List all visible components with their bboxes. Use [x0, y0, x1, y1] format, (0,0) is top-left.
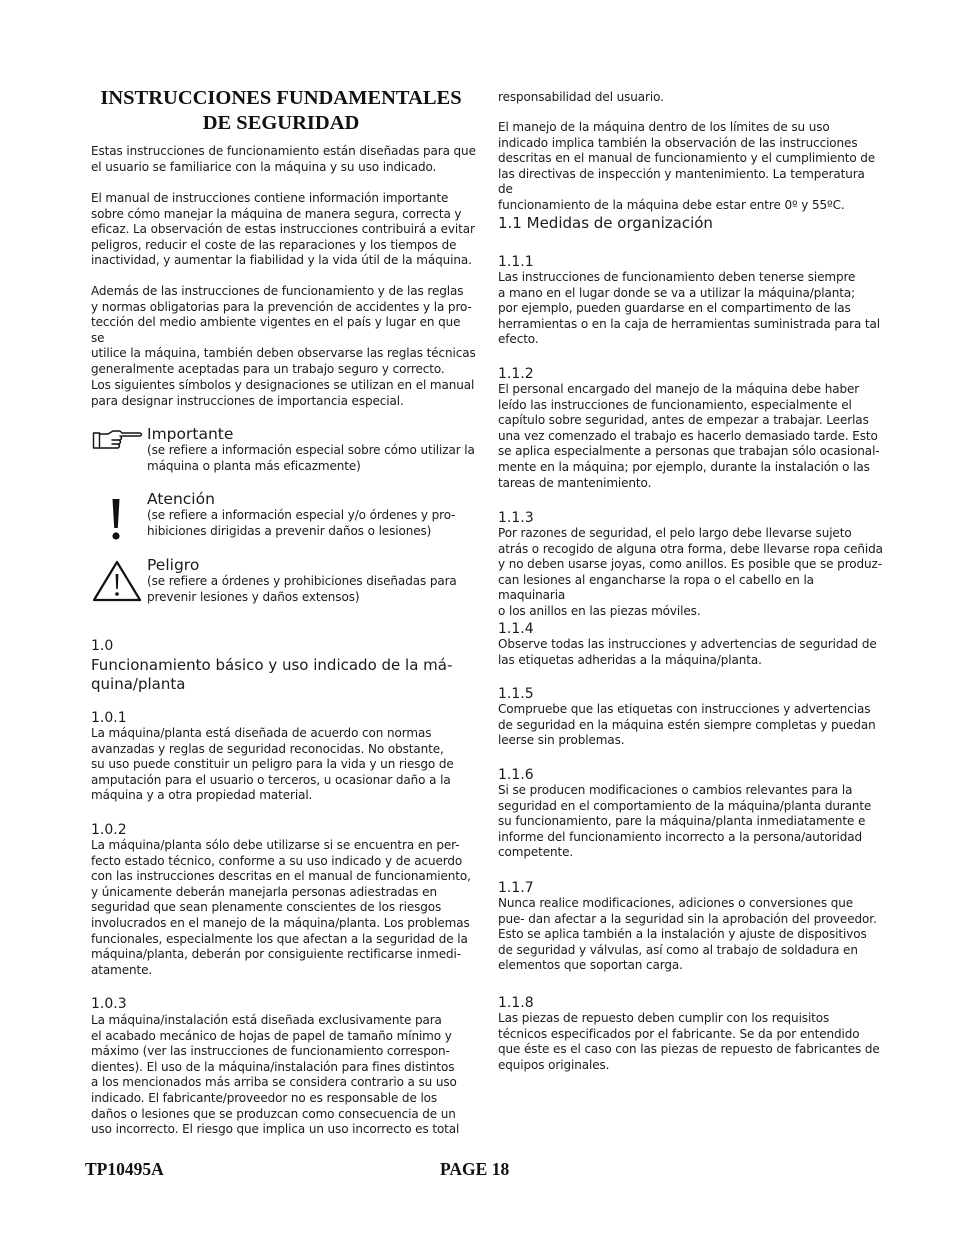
atencion-label: Atención	[147, 490, 215, 508]
peligro-text: (se refiere a órdenes y prohibiciones diseñadas para prevenir lesiones y daños extensos)	[147, 574, 457, 604]
continued-paragraph: El manejo de la máquina dentro de los límites de su uso indicado implica también la observación de las instrucciones descritas en el manual de funcionamiento y el cumplimiento de las directivas de inspección y mantenimiento. La temperatura de funcionamiento de la máquina debe estar entre 0º y 55ºC.	[498, 120, 876, 212]
warning-triangle-icon	[91, 559, 143, 603]
atencion-text: (se refiere a información especial y/o órdenes y pro- hibiciones dirigidas a prevenir daños o lesiones)	[147, 508, 456, 538]
exclamation-icon	[106, 497, 126, 543]
intro-paragraph-1: Estas instrucciones de funcionamiento están diseñadas para que el usuario se familiarice con la máquina y su uso indicado.	[91, 144, 476, 174]
subsection-text: La máquina/planta está diseñada de acuerdo con normas avanzadas y reglas de seguridad reconocidas. No obstante, su uso puede constituir un peligro para la vida y un riesgo de amputación para el usuario o terceros, u ocasionar daño a la máquina y a otra propiedad material.	[91, 726, 454, 803]
subsection-text: Las instrucciones de funcionamiento deben tenerse siempre a mano en el lugar donde se va a utilizar la máquina/planta; por ejemplo, pueden guardarse en el compartimento de las herramientas o en la caja de herramientas suministrada para tal efecto.	[498, 270, 881, 347]
importante-text: (se refiere a información especial sobre cómo utilizar la máquina o planta más eficazmente)	[147, 443, 475, 473]
pointing-hand-icon	[92, 428, 144, 452]
subsection-text: Las piezas de repuesto deben cumplir con los requisitos técnicos especificados por el fabricante. Se da por entendido que éste es el caso con las piezas de repuesto de fabricantes de equipos originales.	[498, 1011, 880, 1072]
section-heading-1-1: 1.1 Medidas de organización	[498, 214, 713, 232]
subsection-number: 1.1.1	[498, 254, 534, 270]
importante-label: Importante	[147, 425, 234, 443]
subsection-number: 1.1.8	[498, 995, 534, 1011]
subsection-number: 1.0.2	[91, 822, 127, 838]
subsection-text: La máquina/instalación está diseñada exclusivamente para el acabado mecánico de hojas de papel de tamaño mínimo y máximo (ver las instrucciones de funcionamiento correspon- dientes). El uso de la máquina/instalación para fines distintos a los mencionados más arriba se considera contrario a su uso indicado. El fabricante/proveedor no es responsable de los daños o lesiones que se produzcan como consecuencia de un uso incorrecto. El riesgo que implica un uso incorrecto es total	[91, 1013, 460, 1137]
subsection-number: 1.1.6	[498, 767, 534, 783]
section-heading: Funcionamiento básico y uso indicado de la má- quina/planta	[91, 656, 453, 693]
subsection-text: Si se producen modificaciones o cambios relevantes para la seguridad en el comportamiento de la máquina/planta durante su funcionamiento, pare la máquina/planta inmediatamente e informe del funcionamiento incorrecto a la persona/autoridad competente.	[498, 783, 872, 860]
subsection-text: Observe todas las instrucciones y advertencias de seguridad de las etiquetas adheridas a la máquina/planta.	[498, 637, 877, 667]
intro-paragraph-3: Además de las instrucciones de funcionamiento y de las reglas y normas obligatorias para la prevención de accidentes y la pro- tección del medio ambiente vigentes en el país y lugar en que se utilice la máquina, también deben observarse las reglas técnicas generalmente aceptadas para un trabajo seguro y correcto.	[91, 284, 476, 376]
document-id: TP10495A	[85, 1159, 164, 1179]
subsection-number: 1.1.4	[498, 621, 534, 637]
subsection-text: Por razones de seguridad, el pelo largo debe llevarse sujeto atrás o recogido de alguna otra forma, debe llevarse ropa ceñida y no deben usarse joyas, como anillos. Es posible que se produz- can lesiones al engancharse la ropa o el cabello en la maquinaria o los anillos en las piezas móviles.	[498, 526, 883, 618]
subsection-number: 1.1.3	[498, 510, 534, 526]
page-title: INSTRUCCIONES FUNDAMENTALES DE SEGURIDAD	[100, 87, 462, 134]
subsection-number: 1.1.2	[498, 366, 534, 382]
continued-text: responsabilidad del usuario.	[498, 90, 664, 104]
subsection-text: Compruebe que las etiquetas con instrucciones y advertencias de seguridad en la máquina estén siempre completas y puedan leerse sin problemas.	[498, 702, 876, 748]
subsection-number: 1.1.7	[498, 880, 534, 896]
peligro-label: Peligro	[147, 556, 200, 574]
page-number: PAGE 18	[440, 1159, 510, 1179]
subsection-number: 1.1.5	[498, 686, 534, 702]
section-number: 1.0	[91, 638, 114, 654]
subsection-text: Nunca realice modificaciones, adiciones o conversiones que pue- dan afectar a la seguridad sin la aprobación del proveedor. Esto se aplica también a la instalación y ajuste de dispositivos de seguridad y válvulas, así como al trabajo de soldadura en elementos que soportan carga.	[498, 896, 877, 973]
subsection-number: 1.0.1	[91, 710, 127, 726]
intro-paragraph-2: El manual de instrucciones contiene información importante sobre cómo manejar la máquina de manera segura, correcta y eficaz. La observación de estas instrucciones contribuirá a evitar peligros, reducir el coste de las reparaciones y los tiempos de inactividad, y aumentar la fiabilidad y la vida útil de la máquina.	[91, 191, 475, 268]
subsection-number: 1.0.3	[91, 996, 127, 1012]
subsection-text: La máquina/planta sólo debe utilizarse si se encuentra en per- fecto estado técnico, conforme a su uso indicado y de acuerdo con las instrucciones descritas en el manual de funcionamiento, y únicamente deberán manejarla personas adiestradas en seguridad que sean plenamente conscientes de los riesgos involucrados en el manejo de la máquina/planta. Los problemas funcionales, especialmente los que afectan a la seguridad de la máquina/planta, deberán por consiguiente rectificarse inmedi- atamente.	[91, 838, 471, 977]
intro-paragraph-4: Los siguientes símbolos y designaciones se utilizan en el manual para designar instrucciones de importancia especial.	[91, 378, 475, 408]
subsection-text: El personal encargado del manejo de la máquina debe haber leído las instrucciones de funcionamiento, especialmente el capítulo sobre seguridad, antes de empezar a trabajar. Leerlas una vez comenzado el trabajo es hacerlo demasiado tarde. Esto se aplica especialmente a personas que trabajan sólo ocasional- mente en la máquina; por ejemplo, durante la instalación o las tareas de mantenimiento.	[498, 382, 880, 490]
